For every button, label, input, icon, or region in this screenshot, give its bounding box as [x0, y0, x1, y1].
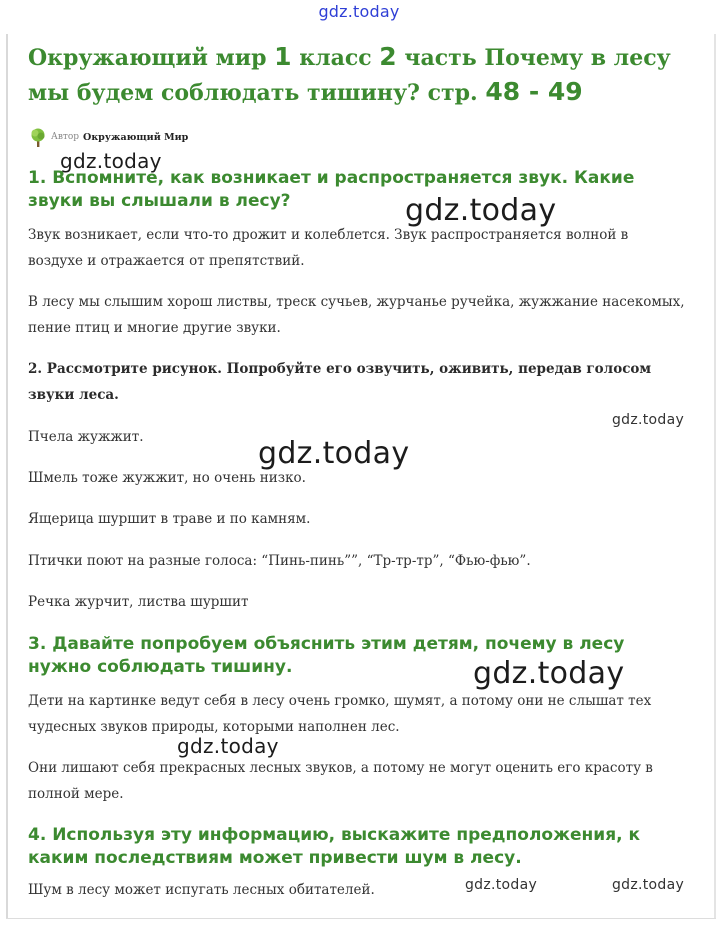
watermark: gdz.today: [258, 436, 410, 471]
q3-paragraph-2: Они лишают себя прекрасных лесных звуков, а потому не могут оценить его красоту в полной мере.: [28, 760, 653, 802]
q2-paragraph-2: Шмель тоже жужжит, но очень низко.: [28, 470, 306, 486]
title-part-1: Окружающий мир: [28, 45, 275, 71]
q1-paragraph-1: Звук возникает, если что-то дрожит и колеблется. Звук распространяется волной в воздухе и отражается от препятствий.: [28, 227, 629, 269]
q4-heading: 4. Используя эту информацию, выскажите предположения, к каким последствиям может привести шум в лесу.: [28, 825, 641, 868]
author-line: [29, 127, 188, 147]
title-pages: 48 - 49: [485, 77, 583, 106]
title-part-number: 2: [379, 42, 397, 71]
watermark: gdz.today: [405, 193, 557, 228]
watermark: gdz.today: [612, 412, 685, 428]
site-link[interactable]: gdz.today: [318, 2, 400, 21]
q2-paragraph-1: Пчела жужжит.: [28, 429, 144, 445]
left-border: [6, 34, 8, 918]
q2-paragraph-4: Птички поют на разные голоса: “Пинь-пинь””, “Тр-тр-тр”, “Фью-фью”.: [28, 553, 531, 569]
q1-heading: 1. Вспомните, как возникает и распространяется звук. Какие звуки вы слышали в лесу?: [28, 168, 635, 211]
title-part-2: класс: [291, 45, 380, 71]
author-label: Автор: [51, 132, 80, 142]
q2-paragraph-5: Речка журчит, листва шуршит: [28, 594, 249, 610]
watermark: gdz.today: [612, 877, 685, 893]
title-part-3: часть Почему в лесу мы будем соблюдать тишину? стр.: [28, 45, 671, 106]
watermark: gdz.today: [177, 734, 279, 758]
q3-heading: 3. Давайте попробуем объяснить этим детям, почему в лесу нужно соблюдать тишину.: [28, 634, 625, 677]
q2-paragraph-3: Ящерица шуршит в траве и по камням.: [28, 511, 311, 527]
tree-icon: [29, 127, 47, 147]
q3-paragraph-1: Дети на картинке ведут себя в лесу очень громко, шумят, а потому они не слышат тех чудесных звуков природы, которыми наполнен лес.: [28, 693, 652, 735]
q1-paragraph-2: В лесу мы слышим хорош листвы, треск сучьев, журчанье ручейка, жужжание насекомых, пение птиц и многие другие звуки.: [28, 294, 685, 336]
page-title: [28, 40, 698, 110]
right-border: [714, 34, 716, 918]
watermark: gdz.today: [60, 149, 162, 173]
q4-paragraph-1: Шум в лесу может испугать лесных обитателей.: [28, 882, 375, 898]
q2-heading: 2. Рассмотрите рисунок. Попробуйте его озвучить, оживить, передав голосом звуки леса.: [28, 361, 652, 403]
watermark: gdz.today: [473, 656, 625, 691]
title-grade-number: 1: [274, 42, 292, 71]
watermark: gdz.today: [465, 877, 538, 893]
bottom-border: [6, 918, 716, 919]
author-name[interactable]: Окружающий Мир: [83, 131, 189, 143]
